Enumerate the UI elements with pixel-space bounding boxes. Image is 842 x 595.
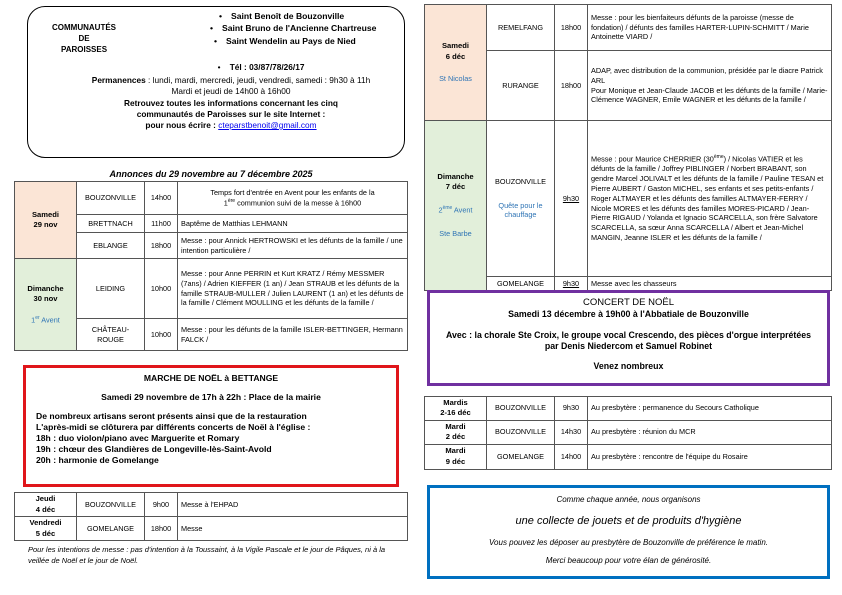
collecte-box (427, 485, 830, 579)
table-row: Samedi 29 nov BOUZONVILLE 14h00 Temps fort d'entrée en Avent pour les enfants de la 1ère communion suivi de la messe à 16h00 (15, 182, 408, 215)
paroisse-item: • Saint Bruno de l'Ancienne Chartreuse (210, 22, 376, 34)
annonces-title: Annonces du 29 novembre au 7 décembre 2025 (109, 169, 313, 179)
table-row: RURANGE 18h00 ADAP, avec distribution de la communion, présidée par le diacre Patrick ARL Pour Monique et Jean-Claude JACOB et les défunts de la famille / Marie-Clémence WAGNER, Emile WAGNER et les défunts de la famille / (425, 51, 832, 121)
right-schedule-table (424, 4, 832, 291)
table-row: Dimanche 30 nov 1er Avent LEIDING 10h00 Messe : pour Anne PERRIN et Kurt KRATZ / Rémy MESSMER (7ans) / Adrien KIEFFER (1 an) / Jean STRAUB et les défunts de la famille STRAUB-MULLER / Julien LAURENT (1 an) et les défunts de la famille / Clément MOULLING et les défunts de la famille / (15, 259, 408, 319)
collecte-merci: Merci beaucoup pour votre élan de générosité. (545, 556, 712, 565)
communautes-label: COMMUNAUTÉS DE PAROISSES (52, 23, 116, 54)
day-cell: Samedi 6 déc St Nicolas (425, 5, 487, 121)
day-cell: Dimanche 30 nov 1er Avent (15, 259, 77, 351)
table-row: GOMELANGE 9h30 Messe avec les chasseurs (425, 277, 832, 291)
contact-info: • Tél : 03/87/78/26/17 Permanences : lundi, mardi, mercredi, jeudi, vendredi, samedi : 9h30 à 11h Mardi et jeudi de 14h00 à 16h00 Retrouvez toutes les informations concernant les cinq communautés de Paroisses sur le site Internet : pour nous écrire : cteparstbenoit@gmail.com (91, 62, 371, 130)
left-schedule-table (14, 181, 408, 351)
paroisse-item: • Saint Wendelin au Pays de Nied (214, 35, 376, 47)
table-row: Mardi 9 déc GOMELANGE 14h00 Au presbytère : rencontre de l'équipe du Rosaire (425, 444, 832, 469)
table-row: EBLANGE 18h00 Messe : pour Annick HERTROWSKI et les défunts de la famille / une intention particulière / (15, 233, 408, 259)
paroisse-item: • Saint Benoît de Bouzonville (219, 10, 376, 22)
concert-venez: Venez nombreux (593, 360, 664, 371)
email-link[interactable]: cteparstbenoit@gmail.com (218, 119, 317, 130)
collecte-intro: Comme chaque année, nous organisons (556, 495, 701, 504)
table-row: CHÂTEAU- ROUGE 10h00 Messe : pour les défunts de la famille ISLER-BETTINGER, Hermann FALCK / (15, 319, 408, 351)
bottom-left-table (14, 492, 408, 541)
header-box (27, 6, 405, 158)
marche-subtitle: Samedi 29 novembre de 17h à 22h : Place de la mairie (101, 392, 321, 402)
concert-description: Avec : la chorale Ste Croix, le groupe vocal Crescendo, des pièces d'orgue interprétées par Denis Niedercom et Samuel Robinet (445, 329, 811, 352)
paroisses-list (210, 10, 376, 47)
telephone: Tél : 03/87/78/26/17 (229, 62, 305, 72)
table-row: Vendredi 5 déc GOMELANGE 18h00 Messe (15, 517, 408, 541)
table-row: Samedi 6 déc St Nicolas REMELFANG 18h00 Messe : pour les bienfaiteurs défunts de la paroisse (messe de fondation) / défunts des familles HARTER-LUPIN-SCHMITT / Marie Antoinette VIARD / (425, 5, 832, 51)
marche-title: MARCHE DE NOËL à BETTANGE (143, 373, 279, 383)
day-cell: Dimanche 7 déc 2ème Avent Ste Barbe (425, 121, 487, 291)
concert-box (427, 290, 830, 386)
table-row: BRETTNACH 11h00 Baptême de Matthias LEHMANN (15, 215, 408, 233)
phone-icon: • (217, 62, 230, 72)
collecte-depot: Vous pouvez les déposer au presbytère de Bouzonville de préférence le matin. (489, 538, 768, 547)
intentions-note: Pour les intentions de messe : pas d'intention à la Toussaint, à la Vigile Pascale et le jour de Pâques, ni à la veillée de Noël et le jour de Noël. (28, 545, 386, 565)
collecte-title: une collecte de jouets et de produits d'hygiène (515, 515, 742, 527)
concert-subtitle: Samedi 13 décembre à 19h00 à l'Abbatiale de Bouzonville (508, 309, 749, 320)
table-row: Mardis 2-16 déc BOUZONVILLE 9h30 Au presbytère : permanence du Secours Catholique (425, 397, 832, 421)
day-cell: Samedi 29 nov (15, 182, 77, 259)
table-row: Mardi 2 déc BOUZONVILLE 14h30 Au presbytère : réunion du MCR (425, 420, 832, 444)
marche-noel-box: MARCHE DE NOËL à BETTANGE Samedi 29 novembre de 17h à 22h : Place de la mairie De nombreux artisans seront présents ainsi que de la restauration L'après-midi se clôturera par différents concerts de Noël à l'église : 18h : duo violon/piano avec Marguerite et Romary 19h : chœur des Glandières de Longeville-lès-Saint-Avold 20h : harmonie de Gomelange (23, 365, 399, 487)
table-row: Jeudi 4 déc BOUZONVILLE 9h00 Messe à l'EHPAD (15, 493, 408, 517)
table-row: Dimanche 7 déc 2ème Avent Ste Barbe BOUZONVILLE Quête pour le chauffage 9h30 Messe : pour Maurice CHERRIER (30ème) / Nicolas VATIER et les défunts de la famille / Joffrey PIBLINGER / Norbert BRABANT, son gendre Marcel JOLIVALT et les défunts de la famille / Pauline TESAN et Pierre AUBERT / Gaston MICHEL, ses enfants et ses petits-enfants / Roger ALTMAYER et les défunts des familles ALTMAYER-FERRY / Nicole MORES et les défunts des familles MORES-PICARD / Jean-Pierre RIGAUD / Yolanda et Ignacio SCARCELLA, son frère Salvatore SCARCELLA, sa sœur Anna SCARCELLA / Albert et Jean-Michel MANGIN, Jeanne ISLER et les défunts de la famille / (425, 121, 832, 277)
mid-right-table (424, 396, 832, 470)
concert-title: CONCERT DE NOËL (583, 297, 674, 308)
